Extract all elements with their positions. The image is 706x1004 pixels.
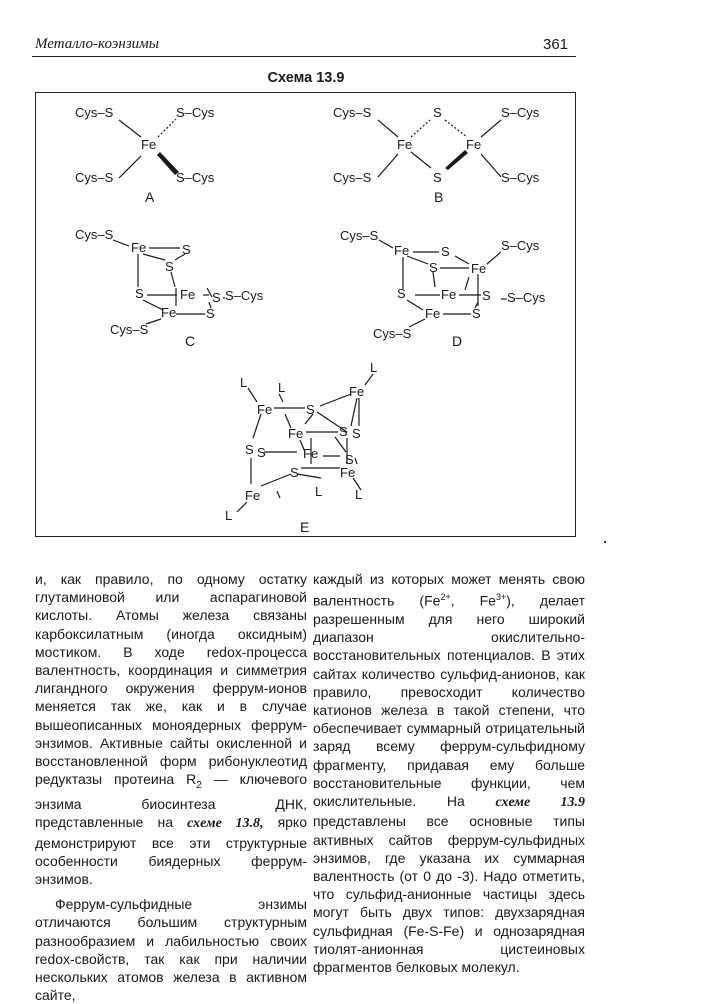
fe-label: Fe (288, 426, 304, 441)
cys-s-label: Cys–S (75, 170, 114, 185)
header-rule (32, 56, 576, 57)
s-label: S (339, 424, 348, 439)
s-label: S (433, 170, 442, 185)
s-label: S (472, 306, 481, 321)
scheme-title: Схема 13.9 (267, 70, 345, 86)
scheme-reference: схеме 13.9 (495, 795, 585, 811)
s-label: S (306, 402, 315, 417)
s-label: S (345, 452, 354, 467)
structure-b (333, 105, 540, 205)
structure-label-d: D (452, 333, 463, 349)
structure-e (225, 360, 377, 535)
cys-s-label: Cys–S (110, 322, 149, 337)
s-label: S (182, 242, 191, 257)
text-run: , Fe (450, 592, 496, 609)
structure-c (75, 227, 264, 349)
s-label: S (441, 244, 450, 259)
fe-label: Fe (441, 287, 457, 302)
speck (604, 541, 606, 543)
left-column (35, 570, 307, 1004)
fe-label: Fe (180, 287, 196, 302)
cys-s-label: Cys–S (75, 227, 114, 242)
fe-label: Fe (397, 137, 413, 152)
s-cys-label: S–Cys (501, 238, 540, 253)
text-run: ), делает разрешенным для него широкий диапазон окислительно-восстановительных потенциалов. В этих сайтах количество сульфид-анионов, как правило, превосходит количество катионов железа в такой степени, что обеспечивает суммарный отрицательный заряд всему феррум-сульфидному фрагменту, придавая ему больше восстановительные функции, чем окислительные. На (313, 592, 586, 810)
text-run: ярко демонстрируют все эти структурные особенности биядерных феррум-энзимов. (35, 814, 308, 888)
l-label: L (355, 487, 363, 502)
fe-label: Fe (131, 240, 147, 255)
s-label: S (135, 286, 144, 301)
subscript: 2 (196, 780, 202, 792)
s-cys-label: S–Cys (501, 105, 540, 120)
cys-s-label: Cys–S (340, 228, 379, 243)
s-cys-label: S–Cys (507, 290, 546, 305)
s-label: S (206, 306, 215, 321)
s-label: S (397, 286, 406, 301)
l-label: L (315, 484, 323, 499)
paragraph: Феррум-сульфидные энзимы отличаются большим структурным разнообразием и лабильностью своих redox-свойств, так как при наличии нескольких атомов железа в активном сайте, (35, 896, 307, 1004)
s-label: S (433, 105, 442, 120)
fe-label: Fe (161, 305, 177, 320)
structure-label-e: E (300, 519, 310, 535)
s-label: S (290, 465, 299, 480)
text-run: каждый из которых может менять свою валентность (Fe (313, 571, 585, 609)
l-label: L (278, 380, 286, 395)
fe-label: Fe (349, 384, 365, 399)
s-label: S (429, 260, 438, 275)
l-label: L (240, 375, 248, 390)
fe-label: Fe (425, 306, 441, 321)
fe-label: Fe (245, 488, 261, 503)
superscript: 3+ (495, 592, 507, 603)
right-column (313, 570, 585, 976)
s-label: S (245, 442, 254, 457)
paragraph (313, 570, 585, 976)
scheme-diagram (35, 92, 576, 537)
s-label: S (482, 288, 491, 303)
fe-label: Fe (466, 137, 482, 152)
l-label: L (370, 360, 378, 375)
s-cys-label: S–Cys (225, 288, 264, 303)
fe-label: Fe (471, 261, 487, 276)
cys-s-label: Cys–S (333, 105, 372, 120)
structure-label-a: A (145, 189, 155, 205)
fe-label: Fe (394, 243, 410, 258)
structure-d (340, 228, 546, 349)
s-label: S (257, 445, 266, 460)
running-header-title: Металло-коэнзимы (35, 36, 159, 52)
cys-s-label: Cys–S (333, 170, 372, 185)
fe-label: Fe (141, 137, 157, 152)
fe-label: Fe (340, 465, 356, 480)
fe-label: Fe (303, 446, 319, 461)
s-cys-label: S–Cys (176, 170, 215, 185)
fe-label: Fe (257, 402, 273, 417)
scheme-reference: схеме 13.8, (187, 816, 264, 832)
structure-label-b: B (434, 189, 444, 205)
cys-s-label: Cys–S (373, 326, 412, 341)
s-label: S (165, 259, 174, 274)
text-run: — ключевого энзима биосинтеза ДНК, представленные на (35, 771, 307, 831)
s-label: S (352, 426, 361, 441)
s-cys-label: S–Cys (501, 170, 540, 185)
text-run: представлены все основные типы активных сайтов феррум-сульфидных энзимов, где указана их суммарная валентность (от 0 до -3). Надо отметить, что сульфид-анионные частицы здесь могут быть двух типов: двухзарядная сульфидная (Fe-S-Fe) и однозарядная тиолят-анионная цистеиновых фрагментов белковых молекул. (313, 813, 585, 975)
s-cys-label: S–Cys (176, 105, 215, 120)
page-number: 361 (543, 36, 569, 53)
structure-a (75, 105, 215, 205)
text-run: и, как правило, по одному остатку глутаминовой или аспарагиновой кислоты. Атомы железа связаны карбоксилатным (иногда оксидным) мостиком. В ходе redox-процесса валентность, координация и симметрия лигандного окружения феррум-ионов меняется так же, как и в случае вышеописанных моноядерных феррум-энзимов. Активные сайты окисленной и восстановленной форм рибонуклеотид редуктазы протеина R (35, 571, 307, 788)
superscript: 2+ (440, 592, 451, 603)
structure-label-c: C (185, 333, 196, 349)
cys-s-label: Cys–S (75, 105, 114, 120)
l-label: L (225, 508, 233, 523)
paragraph (35, 570, 307, 888)
s-label: S (212, 290, 221, 305)
